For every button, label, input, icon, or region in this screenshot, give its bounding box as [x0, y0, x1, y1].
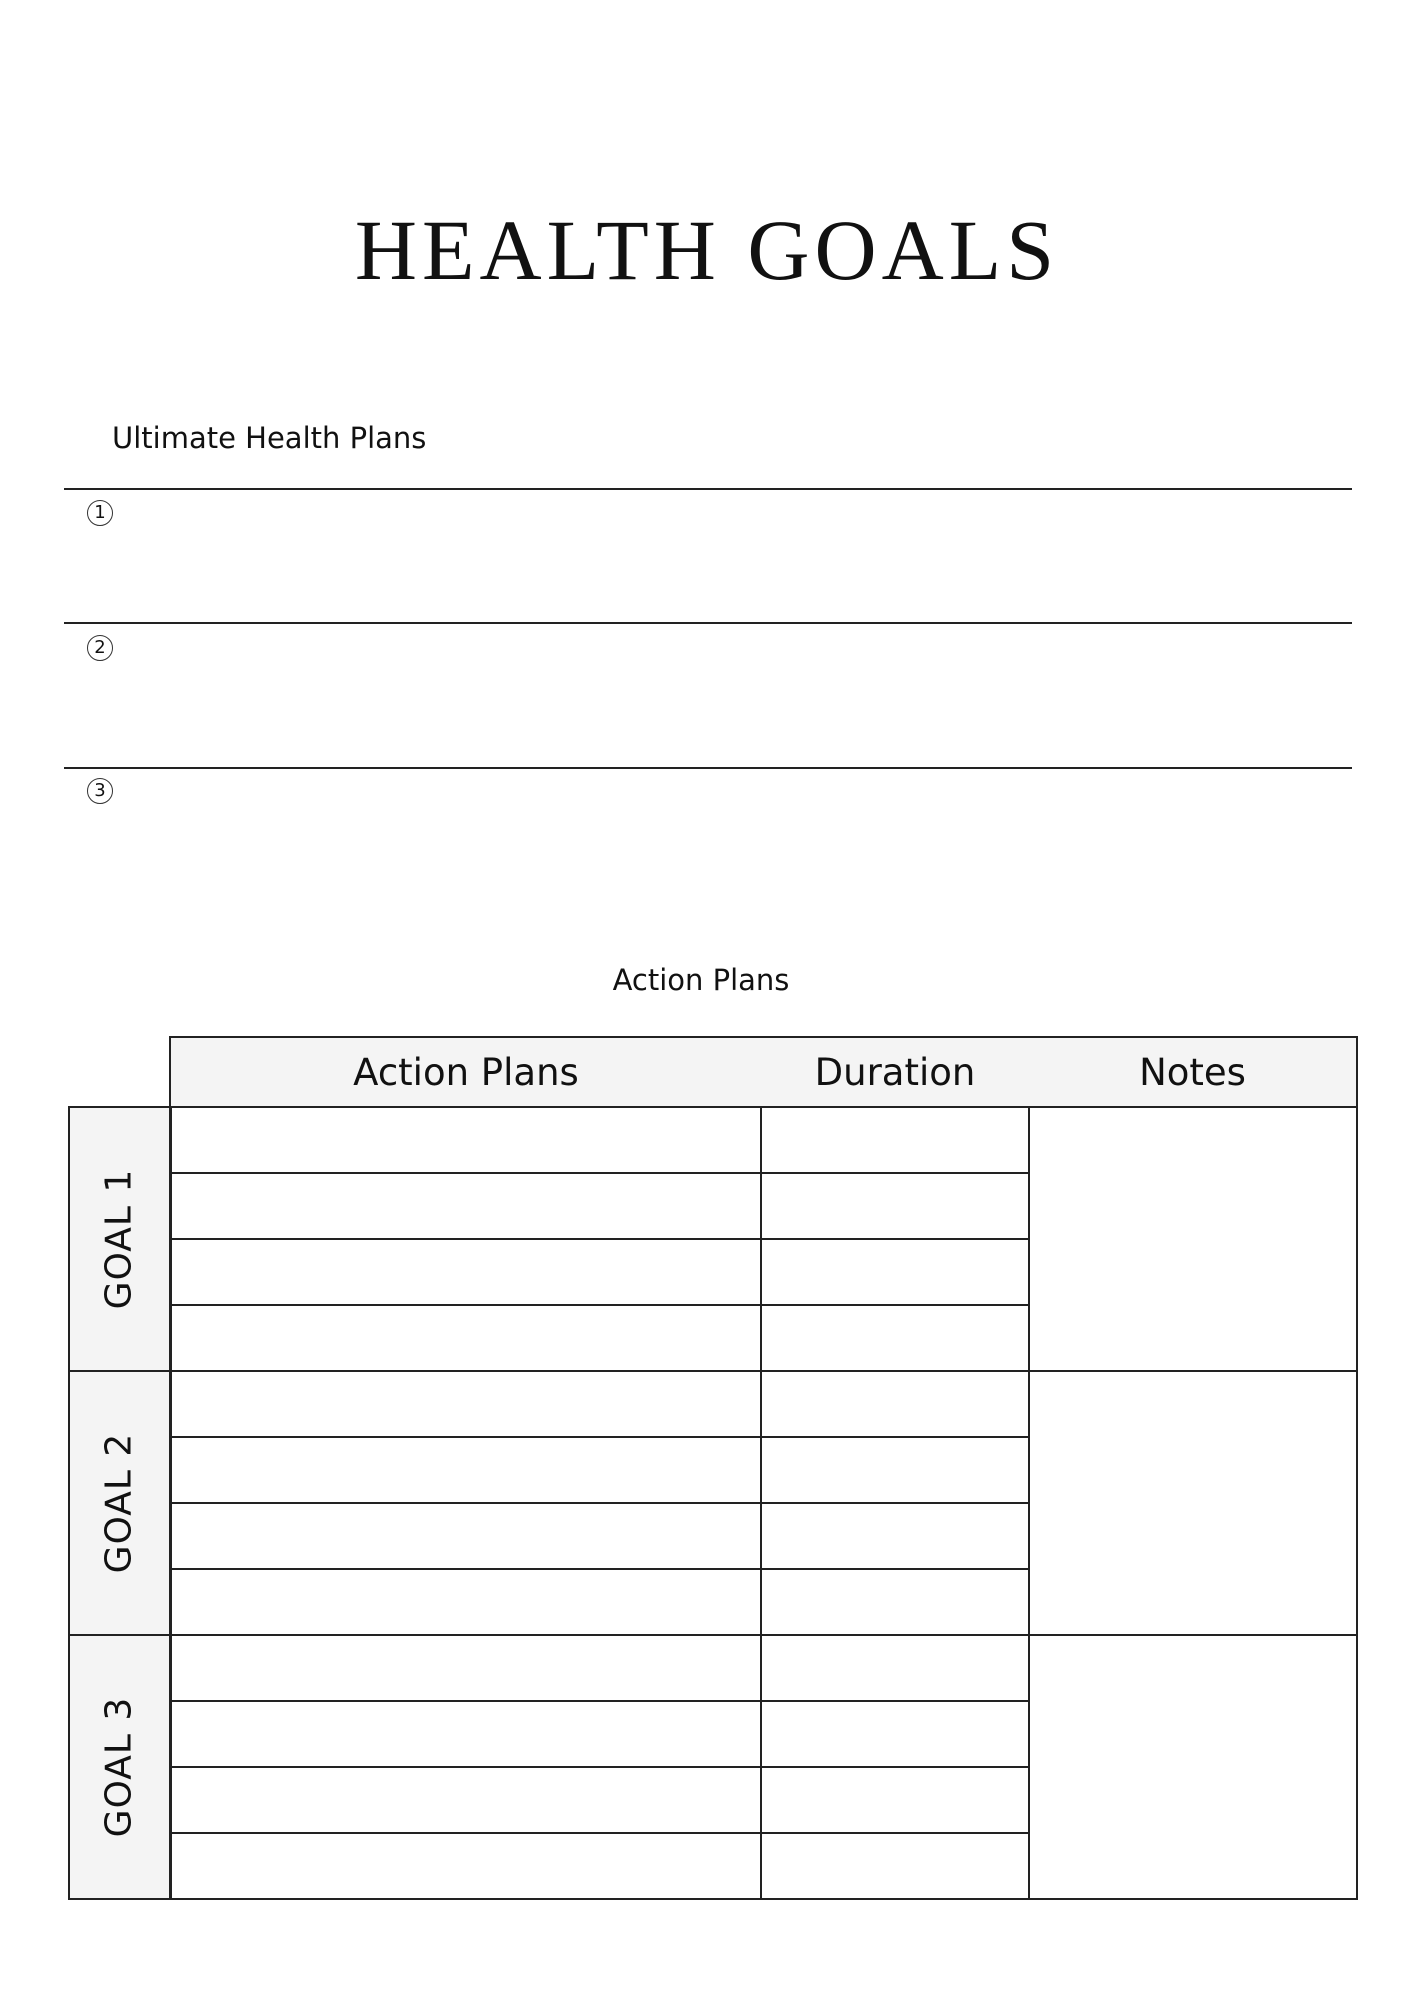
notes-cell-goal-2[interactable]	[1029, 1371, 1357, 1635]
duration-cell[interactable]	[761, 1305, 1029, 1371]
duration-cell[interactable]	[761, 1833, 1029, 1899]
column-header-duration: Duration	[761, 1037, 1029, 1107]
plan-number-1: 1	[87, 500, 113, 526]
column-header-notes: Notes	[1029, 1037, 1357, 1107]
duration-cell[interactable]	[761, 1503, 1029, 1569]
plan-line-2[interactable]	[64, 767, 1352, 769]
action-plan-cell[interactable]	[170, 1239, 761, 1305]
action-plan-cell[interactable]	[170, 1635, 761, 1701]
action-plan-cell[interactable]	[170, 1569, 761, 1635]
action-plan-cell[interactable]	[170, 1833, 761, 1899]
table-row	[69, 1635, 1357, 1701]
table-row	[69, 1107, 1357, 1173]
duration-cell[interactable]	[761, 1107, 1029, 1173]
notes-cell-goal-1[interactable]	[1029, 1107, 1357, 1371]
action-plan-cell[interactable]	[170, 1701, 761, 1767]
duration-cell[interactable]	[761, 1701, 1029, 1767]
plan-number-3: 3	[87, 778, 113, 804]
table-corner	[69, 1037, 170, 1107]
page-title: HEALTH GOALS	[354, 202, 1060, 298]
action-plans-table	[68, 1036, 1358, 1900]
action-plan-cell[interactable]	[170, 1371, 761, 1437]
duration-cell[interactable]	[761, 1569, 1029, 1635]
action-plans-caption: Action Plans	[612, 963, 790, 997]
divider	[64, 488, 1352, 490]
table-header-row	[69, 1037, 1357, 1107]
action-plan-cell[interactable]	[170, 1767, 761, 1833]
action-plan-cell[interactable]	[170, 1503, 761, 1569]
notes-cell-goal-3[interactable]	[1029, 1635, 1357, 1899]
action-plan-cell[interactable]	[170, 1437, 761, 1503]
action-plan-cell[interactable]	[170, 1173, 761, 1239]
duration-cell[interactable]	[761, 1437, 1029, 1503]
duration-cell[interactable]	[761, 1239, 1029, 1305]
action-plan-cell[interactable]	[170, 1305, 761, 1371]
duration-cell[interactable]	[761, 1767, 1029, 1833]
ultimate-plans-heading: Ultimate Health Plans	[112, 421, 427, 455]
goal-label-1: GOAL 1	[69, 1107, 170, 1371]
plan-number-2: 2	[87, 635, 113, 661]
goal-label-3: GOAL 3	[69, 1635, 170, 1899]
duration-cell[interactable]	[761, 1173, 1029, 1239]
table-row	[69, 1371, 1357, 1437]
goal-label-2: GOAL 2	[69, 1371, 170, 1635]
duration-cell[interactable]	[761, 1371, 1029, 1437]
plan-line-1[interactable]	[64, 622, 1352, 624]
column-header-action-plans: Action Plans	[170, 1037, 761, 1107]
action-plan-cell[interactable]	[170, 1107, 761, 1173]
duration-cell[interactable]	[761, 1635, 1029, 1701]
